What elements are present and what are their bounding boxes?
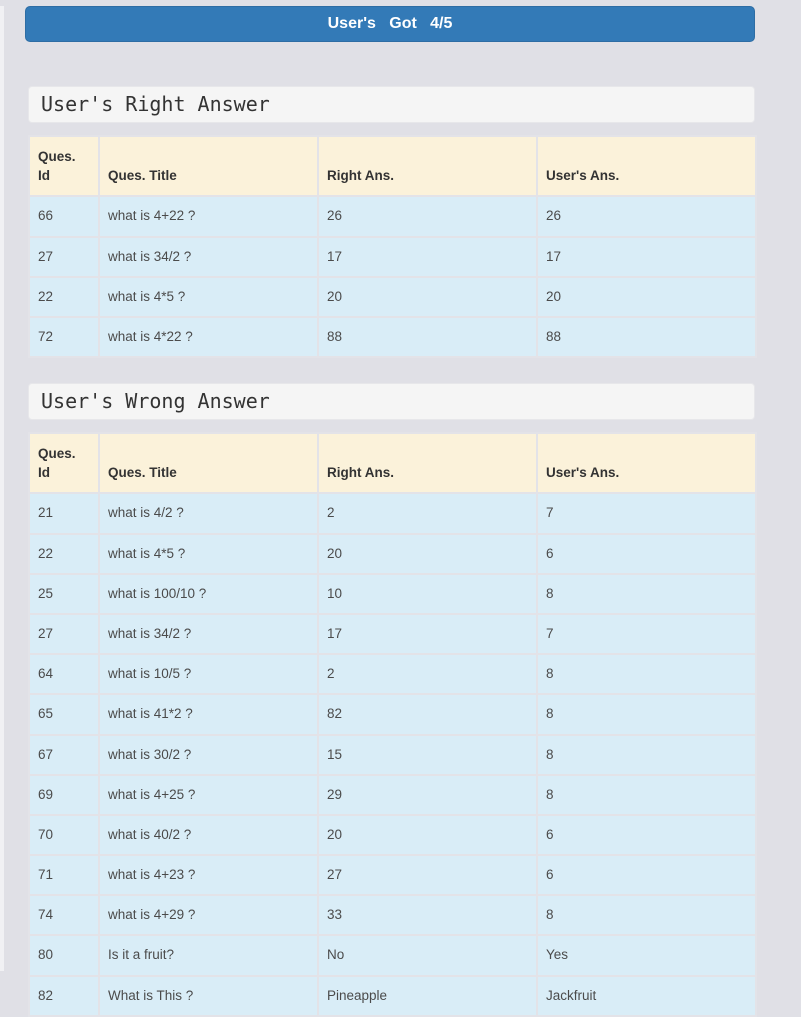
cell-users-ans: 8 (537, 735, 756, 775)
cell-users-ans: 6 (537, 815, 756, 855)
cell-users-ans: 26 (537, 196, 756, 236)
cell-ques-id: 66 (29, 196, 99, 236)
cell-users-ans: 6 (537, 534, 756, 574)
cell-ques-title: what is 4*22 ? (99, 317, 318, 357)
cell-ques-id: 64 (29, 654, 99, 694)
wrong-answers-table (28, 432, 757, 1017)
cell-ques-title: what is 4+22 ? (99, 196, 318, 236)
cell-users-ans: Yes (537, 935, 756, 975)
cell-ques-id: 27 (29, 237, 99, 277)
cell-ques-title: what is 41*2 ? (99, 694, 318, 734)
cell-right-ans: 82 (318, 694, 537, 734)
header-row (29, 136, 756, 196)
column-header-right-ans: Right Ans. (318, 433, 537, 493)
cell-right-ans: 17 (318, 237, 537, 277)
cell-ques-id: 80 (29, 935, 99, 975)
cell-ques-title: Is it a fruit? (99, 935, 318, 975)
wrong-answers-table-body (29, 493, 756, 1015)
wrong-answers-section-title: User's Wrong Answer (28, 383, 755, 420)
cell-ques-title: what is 34/2 ? (99, 614, 318, 654)
cell-right-ans: 29 (318, 775, 537, 815)
cell-right-ans: 10 (318, 574, 537, 614)
table-row (29, 196, 756, 236)
cell-ques-id: 27 (29, 614, 99, 654)
cell-ques-title: what is 4+29 ? (99, 895, 318, 935)
column-header-ques-title: Ques. Title (99, 136, 318, 196)
column-header-ques-id: Ques. Id (29, 433, 99, 493)
column-header-ques-id: Ques. Id (29, 136, 99, 196)
table-row (29, 534, 756, 574)
cell-users-ans: 17 (537, 237, 756, 277)
table-row (29, 976, 756, 1016)
cell-ques-title: what is 4/2 ? (99, 493, 318, 533)
cell-right-ans: No (318, 935, 537, 975)
cell-users-ans: 8 (537, 654, 756, 694)
right-answers-table (28, 135, 757, 358)
cell-right-ans: 2 (318, 654, 537, 694)
cell-ques-id: 72 (29, 317, 99, 357)
cell-ques-title: what is 4+23 ? (99, 855, 318, 895)
column-header-ques-title: Ques. Title (99, 433, 318, 493)
cell-users-ans: 20 (537, 277, 756, 317)
cell-ques-id: 71 (29, 855, 99, 895)
cell-ques-id: 67 (29, 735, 99, 775)
cell-ques-id: 74 (29, 895, 99, 935)
table-row (29, 895, 756, 935)
cell-users-ans: 88 (537, 317, 756, 357)
cell-right-ans: 2 (318, 493, 537, 533)
cell-right-ans: 20 (318, 815, 537, 855)
column-header-users-ans: User's Ans. (537, 136, 756, 196)
cell-ques-id: 65 (29, 694, 99, 734)
cell-right-ans: 27 (318, 855, 537, 895)
cell-users-ans: 8 (537, 775, 756, 815)
table-row (29, 694, 756, 734)
cell-users-ans: 8 (537, 895, 756, 935)
cell-users-ans: Jackfruit (537, 976, 756, 1016)
cell-ques-id: 22 (29, 277, 99, 317)
table-row (29, 317, 756, 357)
cell-ques-title: what is 30/2 ? (99, 735, 318, 775)
header-row (29, 433, 756, 493)
cell-ques-id: 21 (29, 493, 99, 533)
table-row (29, 775, 756, 815)
cell-ques-title: what is 4*5 ? (99, 277, 318, 317)
cell-ques-title: what is 100/10 ? (99, 574, 318, 614)
table-row (29, 935, 756, 975)
cell-right-ans: Pineapple (318, 976, 537, 1016)
cell-right-ans: 33 (318, 895, 537, 935)
cell-right-ans: 20 (318, 277, 537, 317)
table-row (29, 493, 756, 533)
table-row (29, 654, 756, 694)
right-answers-section-title: User's Right Answer (28, 86, 755, 123)
cell-right-ans: 88 (318, 317, 537, 357)
cell-ques-title: what is 34/2 ? (99, 237, 318, 277)
table-row (29, 237, 756, 277)
cell-users-ans: 8 (537, 574, 756, 614)
results-container (28, 86, 755, 1017)
window-left-edge (0, 6, 4, 971)
cell-right-ans: 20 (318, 534, 537, 574)
column-header-right-ans: Right Ans. (318, 136, 537, 196)
cell-ques-id: 69 (29, 775, 99, 815)
cell-ques-id: 25 (29, 574, 99, 614)
cell-users-ans: 7 (537, 493, 756, 533)
cell-ques-title: what is 10/5 ? (99, 654, 318, 694)
cell-ques-title: what is 40/2 ? (99, 815, 318, 855)
cell-right-ans: 15 (318, 735, 537, 775)
cell-users-ans: 7 (537, 614, 756, 654)
table-row (29, 855, 756, 895)
cell-ques-id: 70 (29, 815, 99, 855)
right-answers-table-header (29, 136, 756, 196)
column-header-users-ans: User's Ans. (537, 433, 756, 493)
cell-ques-title: what is 4*5 ? (99, 534, 318, 574)
cell-users-ans: 8 (537, 694, 756, 734)
right-answers-table-body (29, 196, 756, 357)
cell-ques-id: 82 (29, 976, 99, 1016)
table-row (29, 614, 756, 654)
cell-users-ans: 6 (537, 855, 756, 895)
wrong-answers-table-header (29, 433, 756, 493)
score-banner-button[interactable]: User's Got 4/5 (25, 6, 755, 42)
cell-ques-title: What is This ? (99, 976, 318, 1016)
cell-ques-title: what is 4+25 ? (99, 775, 318, 815)
cell-right-ans: 17 (318, 614, 537, 654)
cell-right-ans: 26 (318, 196, 537, 236)
table-row (29, 815, 756, 855)
table-row (29, 735, 756, 775)
cell-ques-id: 22 (29, 534, 99, 574)
table-row (29, 277, 756, 317)
table-row (29, 574, 756, 614)
